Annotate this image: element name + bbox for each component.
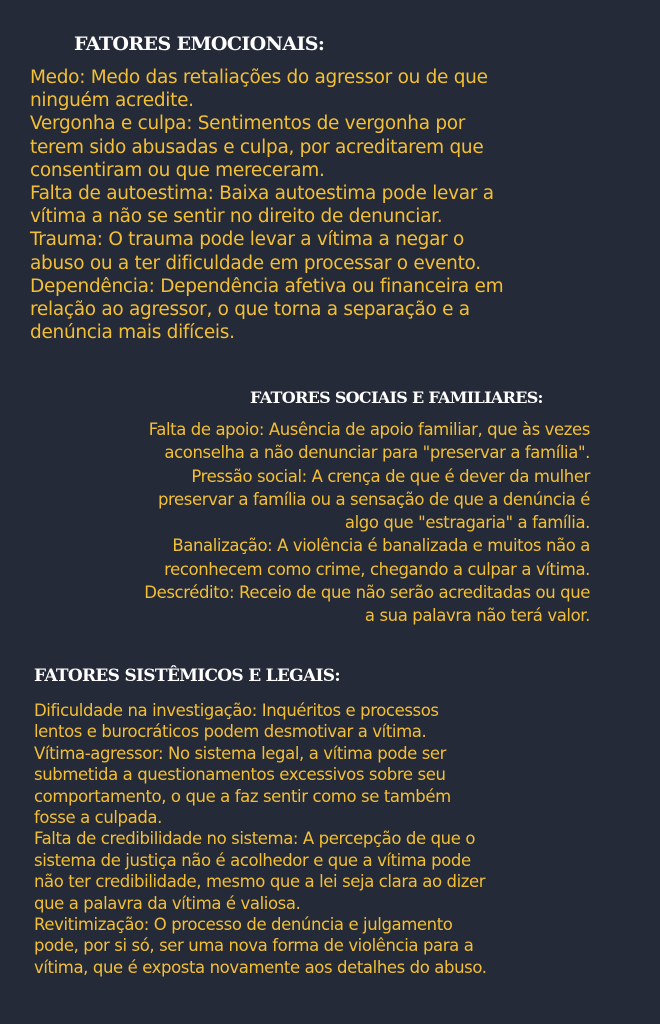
section-title-sociais: FATORES SOCIAIS E FAMILIARES: [250,388,543,407]
section-text-emocionais: Medo: Medo das retaliações do agressor ou de que ninguém acredite. Vergonha e culpa: Sentimentos de vergonha por terem sido abusadas e culpa, por acreditarem que consentiram ou que mereceram. Falta de autoestima: Baixa autoestima pode levar a vítima a não se sentir no direito de denunciar. Trauma: O trauma pode levar a vítima a negar o abuso ou a ter dificuldade em processar o evento. Dependência: Dependência afetiva ou financeira em relação ao agressor, o que torna a separação e a denúncia mais difíceis. [30,67,504,344]
section-title-sistemicos: FATORES SISTÊMICOS E LEGAIS: [34,666,340,686]
section-text-sistemicos: Dificuldade na investigação: Inquéritos e processos lentos e burocráticos podem desmotivar a vítima. Vítima-agressor: No sistema legal, a vítima pode ser submetida a questionamentos excessivos sobre seu comportamento, o que a faz sentir como se também fosse a culpada. Falta de credibilidade no sistema: A percepção de que o sistema de justiça não é acolhedor e que a vítima pode não ter credibilidade, mesmo que a lei seja clara ao dizer que a palavra da vítima é valiosa. Revitimização: O processo de denúncia e julgamento pode, por si só, ser uma nova forma de violência para a vítima, que é exposta novamente aos detalhes do abuso. [34,701,487,977]
section-title-emocionais: FATORES EMOCIONAIS: [74,33,325,55]
section-text-sociais: Falta de apoio: Ausência de apoio familiar, que às vezes aconselha a não denunciar para "preservar a família". Pressão social: A crença de que é dever da mulher preservar a família ou a sensação de que a denúncia é algo que "estragaria" a família. Banalização: A violência é banalizada e muitos não a reconhecem como crime, chegando a culpar a vítima. Descrédito: Receio de que não serão acreditadas ou que a sua palavra não terá valor. [144,420,590,626]
